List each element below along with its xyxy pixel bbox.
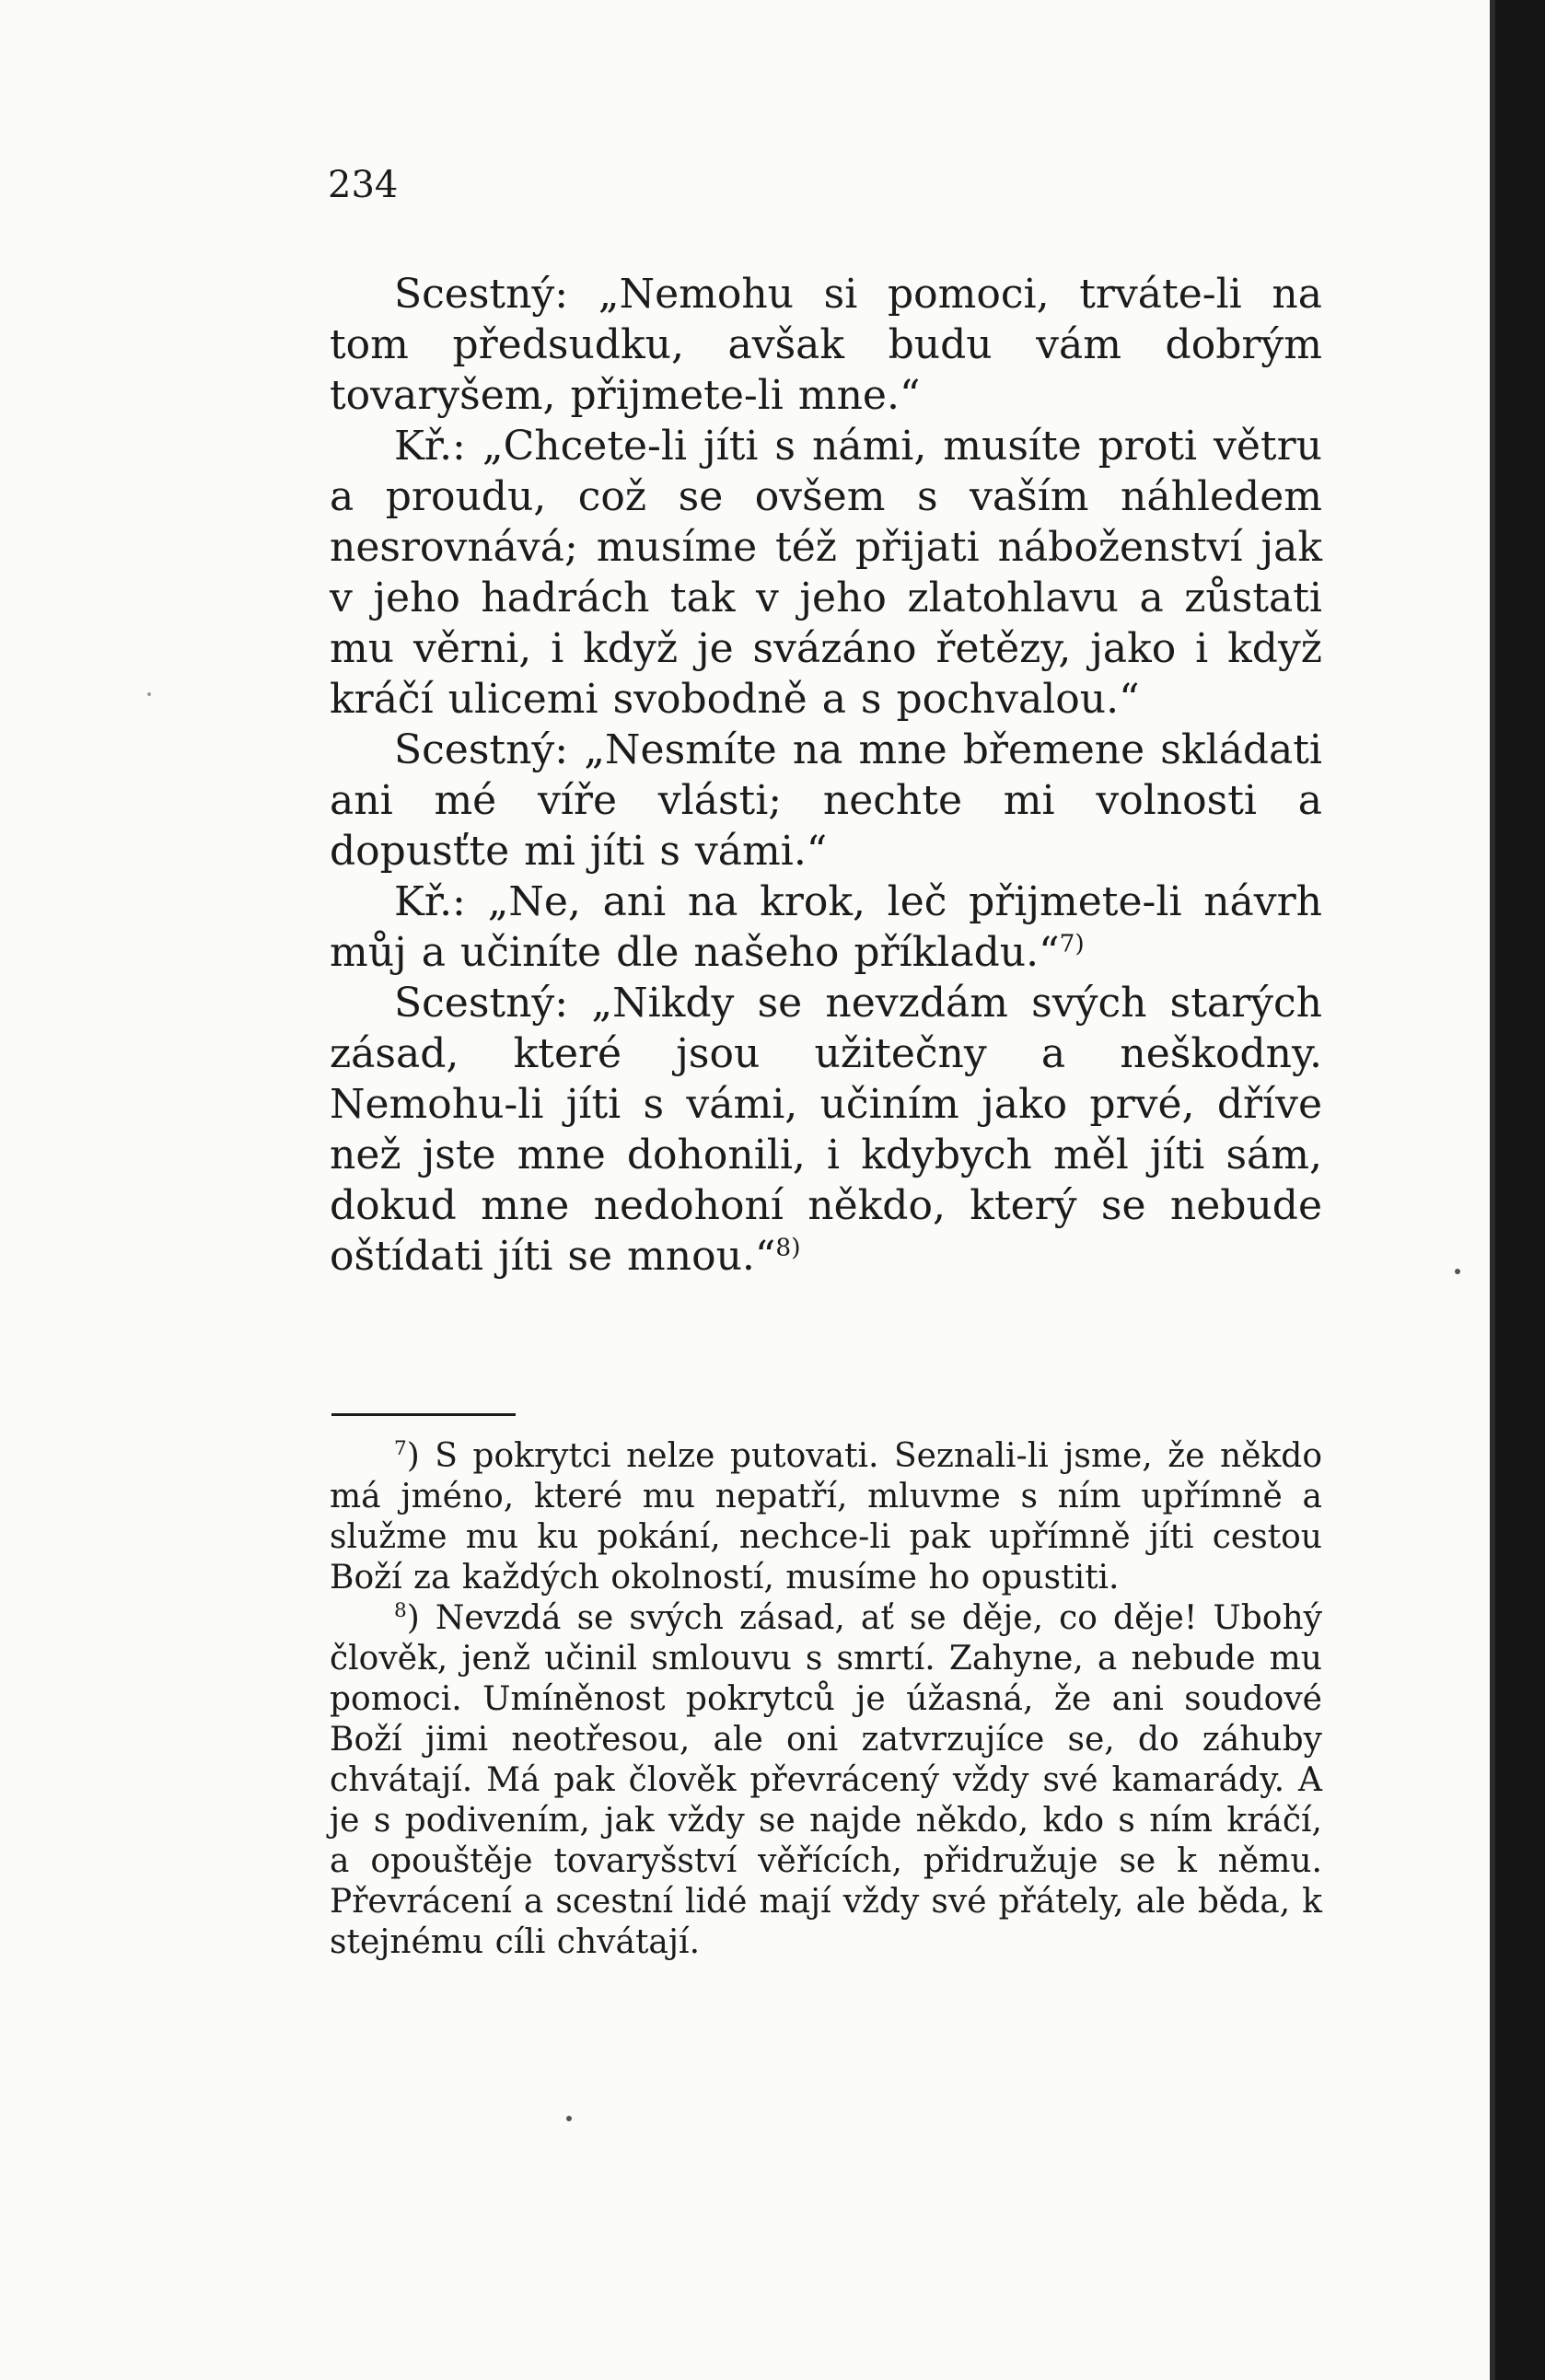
speaker-name: Scestný: (394, 980, 569, 1027)
speaker-name: Scestný: (394, 726, 569, 773)
dialogue-paragraph (330, 269, 1322, 421)
main-text (330, 269, 1322, 1282)
scan-speck (1455, 1269, 1460, 1274)
speaker-name: Scestný: (394, 271, 569, 318)
footnotes (330, 1436, 1322, 1963)
scan-speck (147, 692, 151, 696)
footnote-divider (331, 1413, 516, 1416)
speech-text: „Nesmíte na mne břemene skládati ani mé víře vlásti; nechte mi volnosti a dopusťte mi jíti s vámi.“ (330, 726, 1322, 875)
footnote-marker: 8 (394, 1599, 407, 1622)
footnote-reference: 7) (1059, 929, 1085, 958)
dialogue-paragraph (330, 725, 1322, 877)
footnote-text: ) Nevzdá se svých zásad, ať se děje, co děje! Ubohý člověk, jenž učinil smlouvu s smrtí. Zahyne, a nebude mu pomoci. Umíněnost pokrytců je úžasná, že ani soudové Boží jimi neotřesou, ale oni zatvrzujíce se, do záhuby chvátají. Má pak člověk převrácený vždy své kamarády. A je s podivením, jak vždy se najde někdo, kdo s ním kráčí, a opouštěje tovaryšství věřících, přidružuje se k němu. Převrácení a scestní lidé mají vždy své přátely, ale běda, k stejnému cíli chvátají. (330, 1599, 1322, 1961)
footnote (330, 1598, 1322, 1963)
speech-text: „Nemohu si pomoci, trváte-li na tom předsudku, avšak budu vám dobrým tovaryšem, přijmete-li mne.“ (330, 271, 1322, 419)
dialogue-paragraph (330, 877, 1322, 978)
scan-speck (566, 2116, 572, 2121)
speech-text: „Ne, ani na krok, leč přijmete-li návrh můj a učiníte dle našeho příkladu.“ (330, 878, 1322, 976)
speech-text: „Nikdy se nevzdám svých starých zásad, které jsou užitečny a neškodny. Nemohu-li jíti s vámi, učiním jako prvé, dříve než jste mne dohonili, i kdybych měl jíti sám, dokud mne nedohoní někdo, který se nebude oštídati jíti se mnou.“ (330, 980, 1322, 1280)
footnote-reference: 8) (775, 1233, 801, 1262)
dialogue-paragraph (330, 421, 1322, 725)
speech-text: „Chcete-li jíti s námi, musíte proti větru a proudu, což se ovšem s vaším náhledem nesrovnává; musíme též přijati náboženství jak v jeho hadrách tak v jeho zlatohlavu a zůstati mu věrni, i když je svázáno řetězy, jako i když kráčí ulicemi svobodně a s pochvalou.“ (330, 423, 1322, 723)
page-edge-shadow (1490, 0, 1495, 2380)
footnote (330, 1436, 1322, 1598)
speaker-name: Kř.: (394, 423, 466, 470)
footnote-marker: 7 (394, 1437, 407, 1460)
page-number: 234 (328, 164, 399, 206)
footnote-text: ) S pokrytci nelze putovati. Seznali-li jsme, že někdo má jméno, které mu nepatří, mluvme s ním upřímně a služme mu ku pokání, nechce-li pak upřímně jíti cestou Boží za každých okolností, musíme ho opustiti. (330, 1437, 1322, 1596)
dialogue-paragraph (330, 978, 1322, 1282)
speaker-name: Kř.: (394, 878, 466, 925)
